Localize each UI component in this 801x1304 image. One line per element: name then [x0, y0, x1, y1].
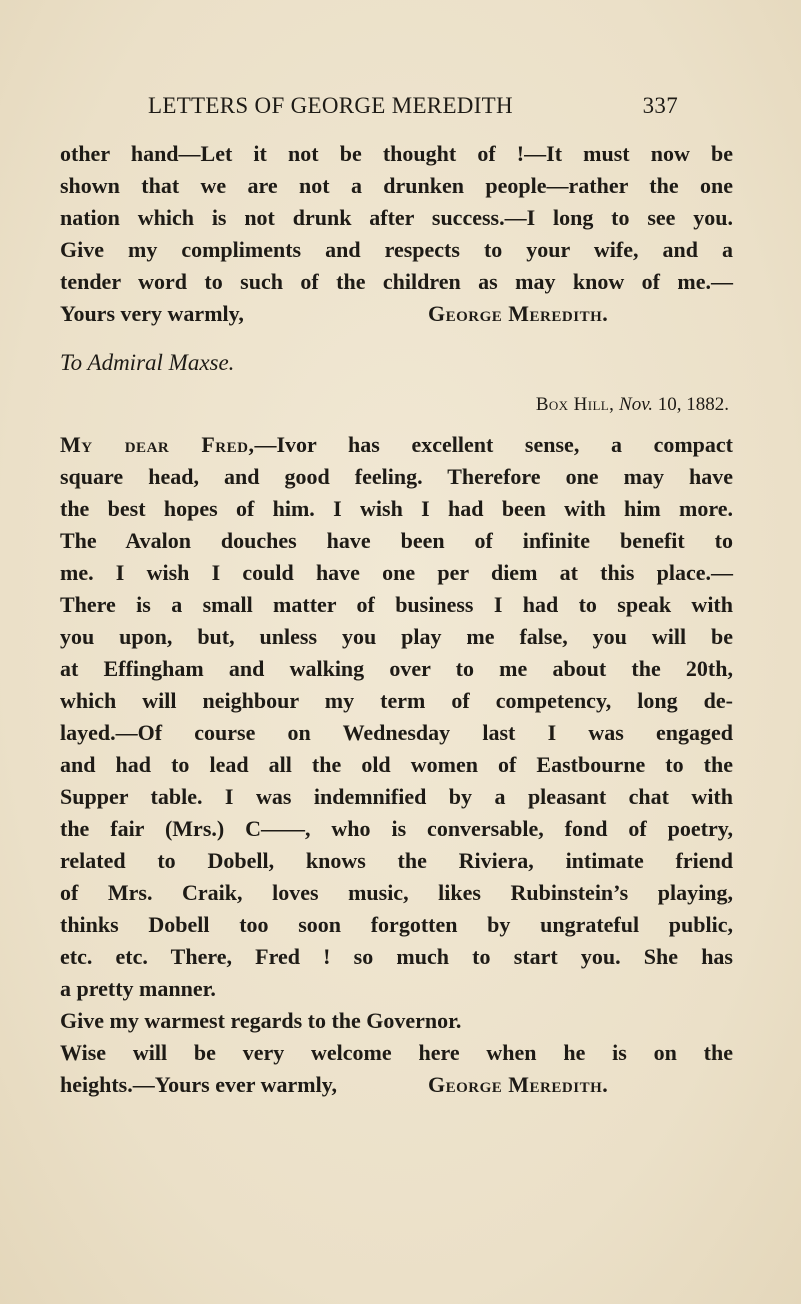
letter2-first-line: [60, 429, 733, 462]
letter2-governor-line: Give my warmest regards to the Governor.: [60, 1008, 462, 1033]
letter2-dateline: [536, 394, 729, 416]
letter2-heading: To Admiral Maxse.: [60, 350, 235, 375]
letter1-line-5: tender word to such of the children as may know of me.—: [60, 269, 733, 294]
letter2-line-17: a pretty manner.: [60, 976, 216, 1001]
letter2-closing: heights.—Yours ever warmly,: [60, 1072, 338, 1097]
letter1-line-3: nation which is not drunk after success.—I long to see you.: [60, 205, 733, 230]
letter1-closing-line: [60, 298, 733, 331]
letter2-line-9: layed.—Of course on Wednesday last I was engaged: [60, 720, 733, 745]
letter2-line-7: at Effingham and walking over to me about the 20th,: [60, 656, 733, 681]
running-title: LETTERS OF GEORGE MEREDITH: [148, 93, 513, 118]
letter2-line-8: which will neighbour my term of competency, long de-: [60, 688, 733, 713]
letter2-line-2: the best hopes of him. I wish I had been with him more.: [60, 496, 733, 521]
letter2-line-14: of Mrs. Craik, loves music, likes Rubinstein’s playing,: [60, 880, 733, 905]
dateline-place: Box Hill,: [535, 394, 615, 415]
dateline-month: Nov.: [619, 394, 653, 415]
letter1-closing: Yours very warmly,: [60, 301, 244, 326]
letter2-line-6: you upon, but, unless you play me false, you will be: [60, 624, 733, 649]
letter2-line-5: There is a small matter of business I had to speak with: [60, 592, 733, 617]
letter2-wise-line: Wise will be very welcome here when he is on the: [60, 1040, 733, 1065]
running-header: [148, 93, 678, 127]
letter2-signature: George Meredith.: [428, 1072, 609, 1097]
letter2-line-13: related to Dobell, knows the Riviera, intimate friend: [60, 848, 733, 873]
letter2-line-1: square head, and good feeling. Therefore one may have: [60, 464, 733, 489]
letter1-line-4: Give my compliments and respects to your wife, and a: [60, 237, 733, 262]
letter2-line-15: thinks Dobell too soon forgotten by ungrateful public,: [60, 912, 733, 937]
letter2-line-11: Supper table. I was indemnified by a pleasant chat with: [60, 784, 733, 809]
letter1-line-1: other hand—Let it not be thought of !—It must now be: [60, 141, 733, 166]
letter1-line-2: shown that we are not a drunken people—rather the one: [60, 173, 733, 198]
letter2-line-10: and had to lead all the old women of Eastbourne to the: [60, 752, 733, 777]
letter2-salutation: My dear Fred,: [60, 432, 255, 457]
letter2-line-4: me. I wish I could have one per diem at this place.—: [60, 560, 733, 585]
letter2-first-line-rest: —Ivor has excellent sense, a compact: [254, 432, 733, 457]
letter2-line-12: the fair (Mrs.) C——, who is conversable, fond of poetry,: [60, 816, 733, 841]
letter2-closing-line: [60, 1069, 733, 1102]
page-number: 337: [642, 93, 678, 118]
letter2-line-3: The Avalon douches have been of infinite benefit to: [60, 528, 733, 553]
letter1-signature: George Meredith.: [428, 301, 609, 326]
letter2-line-16: etc. etc. There, Fred ! so much to start you. She has: [60, 944, 733, 969]
dateline-date: 10, 1882.: [657, 394, 729, 415]
